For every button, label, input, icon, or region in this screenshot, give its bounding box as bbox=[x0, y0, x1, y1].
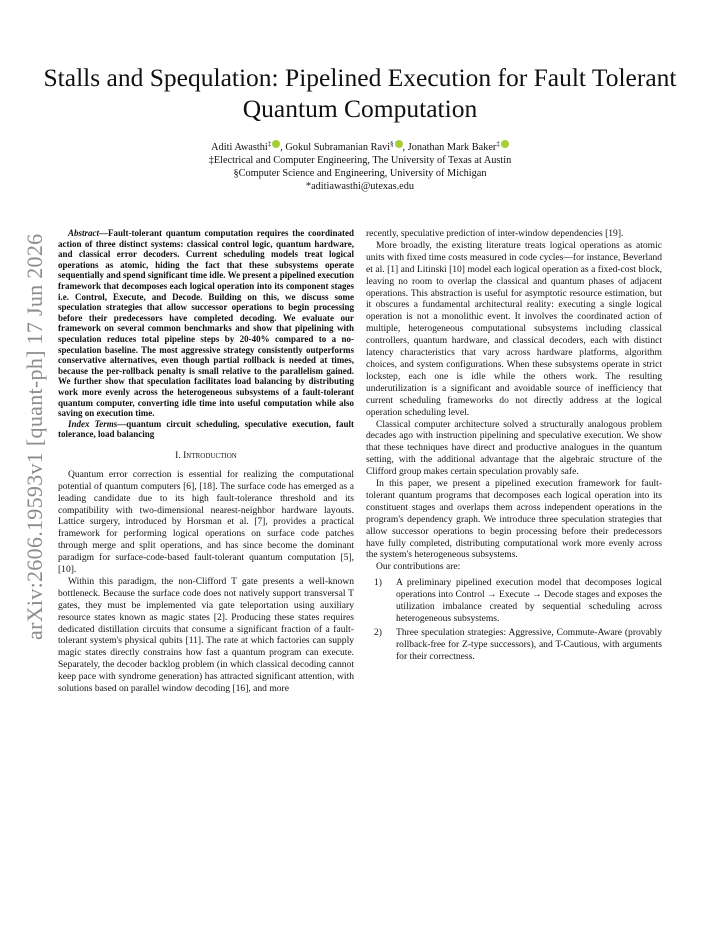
paragraph: Our contributions are: bbox=[376, 561, 461, 573]
index-terms-label: Index Terms bbox=[68, 418, 118, 429]
left-column bbox=[58, 228, 354, 695]
paragraph: recently, speculative prediction of inter-window dependencies [19]. bbox=[366, 228, 624, 239]
list-item bbox=[366, 627, 662, 663]
author-mark: § bbox=[390, 140, 394, 148]
contributions-list bbox=[366, 577, 662, 662]
right-column bbox=[366, 228, 662, 665]
orcid-icon[interactable] bbox=[272, 140, 280, 148]
list-text: A preliminary pipelined execution model that decomposes logical operations into Control → Execute → Decode stages and exposes the utilization imbalance created by sequential scheduling across heterogeneous subsystems. bbox=[396, 577, 662, 624]
affiliation: §Computer Science and Engineering, University of Michigan bbox=[233, 168, 487, 179]
affiliation: *aditiawasthi@utexas.edu bbox=[305, 181, 415, 192]
paper-title: Stalls and Spequlation: Pipelined Execution for Fault Tolerant Quantum Computation bbox=[43, 63, 677, 123]
orcid-icon[interactable] bbox=[395, 140, 403, 148]
author-mark: ‡ bbox=[267, 140, 272, 148]
abstract bbox=[58, 228, 354, 419]
list-number: 2) bbox=[374, 626, 382, 638]
index-terms-text: —quantum circuit scheduling, speculative execution, fault tolerance, load balancing bbox=[58, 418, 354, 440]
index-terms bbox=[58, 419, 354, 440]
arxiv-identifier: arXiv:2606.19593v1 [quant-ph] 17 Jun 2026 bbox=[22, 233, 47, 640]
orcid-icon[interactable] bbox=[501, 140, 509, 148]
list-item bbox=[366, 577, 662, 625]
paragraph: In this paper, we present a pipelined execution framework for fault-tolerant quantum programs that decomposes each logical operation into its constituent stages and overlaps them across independent operations in the program's dependency graph. We introduce three speculation strategies that allow successor operations to begin processing before their predecessors have fully completed, distributing computational work more evenly across the system's heterogeneous subsystems. bbox=[366, 478, 662, 561]
affiliation: ‡Electrical and Computer Engineering, The University of Texas at Austin bbox=[208, 155, 512, 166]
author-name: Jonathan Mark Baker bbox=[407, 142, 497, 153]
abstract-text: —Fault-tolerant quantum computation requires the coordinated action of three distinct systems: classical control logic, quantum hardware, and classical error decoders. Current scheduling models treat logical operations as atomic, hiding the fact that these subsystems operate sequentially and spend significant time idle. We present a pipelined execution framework that decomposes each logical operation into its component stages i.e. Control, Execute, and Decode. Building on this, we discuss some speculation strategies that allow successor operations to begin processing before their predecessors have completed decoding. We evaluate our framework on several common benchmarks and show that pipelining with speculation reduces total pipeline steps by 20-40% compared to a no-speculation baseline. The most aggressive strategy consistently outperforms conservative alternatives, even though partial rollback is needed at times, because the per-rollback penalty is small relative to the parallelism gained. We further show that speculation facilitates load balancing by distributing work more evenly across the heterogeneous subsystems of a fault-tolerant quantum computer, converting idle time into useful computation while also saving on execution time. bbox=[58, 228, 354, 419]
author-mark: ‡ bbox=[496, 140, 500, 148]
author-line: Aditi Awasthi‡ , Gokul Subramanian Ravi§ , Jonathan Mark Baker‡ bbox=[40, 140, 680, 154]
paragraph: Classical computer architecture solved a structurally analogous problem decades ago with instruction pipelining and speculative execution. We show that these techniques have direct and productive analogues in the quantum setting, with the additional advantage that the algebraic structure of the Clifford group makes certain speculation provably safe. bbox=[366, 418, 662, 478]
list-text: Three speculation strategies: Aggressive, Commute-Aware (provably rollback-free for Z-type successors), and T-Cautious, with arguments for their correctness. bbox=[396, 626, 662, 662]
author-block bbox=[40, 140, 680, 193]
abstract-label: Abstract bbox=[68, 228, 100, 238]
paragraph: Quantum error correction is essential for realizing the computational potential of quantum computers [6], [18]. The surface code has emerged as a leading candidate due to its high fault-tolerance threshold and its compatibility with two-dimensional nearest-neighbor hardware layouts. Lattice surgery, introduced by Horsman et al. [7], provides a practical framework for performing logical operations on surface code patches through merge and split operations, and has since become the dominant paradigm for surface-code-based fault-tolerant quantum computation [5], [10]. bbox=[58, 468, 354, 576]
list-number: 1) bbox=[374, 577, 382, 589]
paragraph: More broadly, the existing literature treats logical operations as atomic units with fixed time costs measured in code cycles—for instance, Beverland et al. [1] and Litinski [10] model each logical operation as a fixed-cost block, leaving no room to overlap the classical and quantum phases of adjacent operations. This abstraction is useful for asymptotic resource estimation, but it obscures a fundamental architectural reality: executing a single logical operation is not a monolithic event. It involves the coordinated action of multiple, heterogeneous computational subsystems including classical controllers, quantum hardware, and classical decoders, each with distinct latency characteristics that vary across hardware platforms, algorithm choices, and system configurations. When these subsystems operate in strict lockstep, each one is idle while the others work. The resulting underutilization is a significant and avoidable source of inefficiency that current scheduling frameworks do not directly address at the logical operation scheduling level. bbox=[366, 239, 662, 418]
paragraph: Within this paradigm, the non-Clifford T gate presents a well-known bottleneck. Because the surface code does not natively support transversal T gates, they must be implemented via gate teleportation using auxiliary resource states known as magic states [2]. Producing these states requires dedicated distillation circuits that consume a significant fraction of a fault-tolerant system's physical qubits [11]. The rate at which factories can supply magic states directly constrains how fast a quantum program can execute. Separately, the decoder backlog problem (in which classical decoding cannot keep pace with syndrome generation) has attracted significant attention, with solutions based on parallel window decoding [16], and more bbox=[58, 575, 354, 695]
author-name: Aditi Awasthi bbox=[211, 142, 268, 153]
author-name: Gokul Subramanian Ravi bbox=[285, 142, 391, 153]
section-heading: I. Introduction bbox=[175, 449, 237, 461]
